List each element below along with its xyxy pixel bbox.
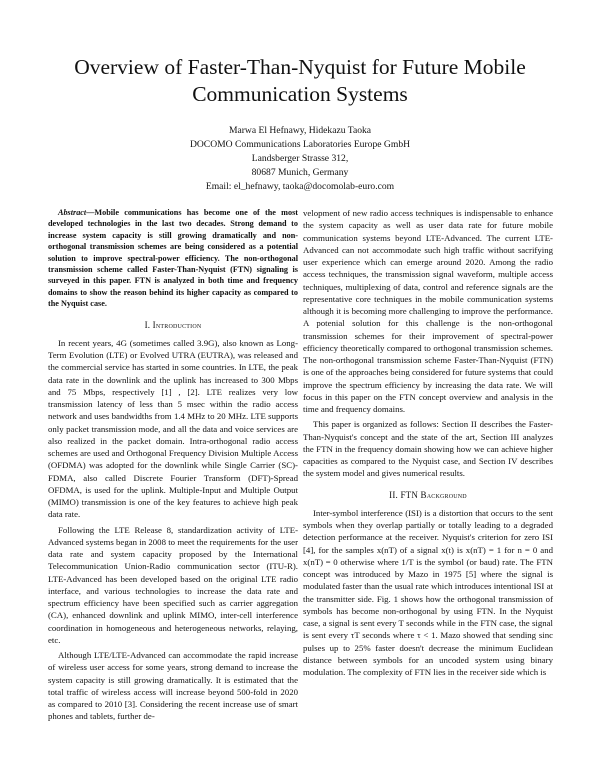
paragraph: Although LTE/LTE-Advanced can accommodate the rapid increase of wireless user access for some years, strong demand to increase the system capacity is still growing dramatically. It is estimated that the total traffic of wireless access will increase beyond 500-fold in 2020 as compared to 2010 [3]. Considering the recent increase use of smart phones and tablets, further de- <box>48 650 298 722</box>
paragraph: Inter-symbol interference (ISI) is a distortion that occurs to the sent symbols when they overlap partially or totally leading to a degraded detection performance at the receiver. Nyquist's criterion for zero ISI [4], for the samples x(nT) of a signal x(t) is x(nT) = 1 for n = 0 and x(nT) = 0 otherwise where 1/T is the symbol (or baud) rate. The FTN concept was introduced by Mazo in 1975 [5] where the signal is modulated faster than the usual rate which introduces intentional ISI at the transmitter side. Fig. 1 shows how the orthogonal transmission of symbols has become non-orthogonal by using FTN. In the Nyquist case, a signal is sent every T seconds while in the FTN case, the signal is sent every τT seconds where τ < 1. Mazo showed that sending sinc pulses up to 25% faster doesn't decrease the minimum Euclidean distance between symbols for an uncoded system using binary modulation. The complexity of FTN lies in the receiver side which is <box>303 507 553 677</box>
abstract-text: —Mobile communications has become one of the most developed technologies in the last two decades. Strong demand to increase system capacity is still growing dramatically and non-orthogonal transmission schemes are being considered as a potential solution to improve spectral-power efficiency. The non-orthogonal transmission scheme called Faster-Than-Nyquist (FTN) signaling is surveyed in this paper. FTN is analyzed in both time and frequency domains to show the reason behind its higher capacity as compared to the Nyquist case. <box>48 208 298 309</box>
city-address: 80687 Munich, Germany <box>251 167 349 178</box>
section-heading-introduction: I. Introduction <box>144 319 202 330</box>
author-names: Marwa El Hefnawy, Hidekazu Taoka <box>228 125 372 136</box>
abstract-label: Abstract <box>58 208 87 217</box>
left-column <box>48 207 298 723</box>
email: Email: el_hefnawy, taoka@docomolab-euro.com <box>205 181 395 192</box>
paper-title: Overview of Faster-Than-Nyquist for Future Mobile Communication Systems <box>74 55 526 106</box>
abstract <box>48 207 298 310</box>
street-address: Landsberger Strasse 312, <box>251 153 349 164</box>
author-block <box>100 124 500 194</box>
paragraph: Following the LTE Release 8, standardization activity of LTE-Advanced systems began in 2008 to meet the requirements for the user data rate and system capacity proposed by the International Telecommunication Union-Radio communication sector (ITU-R). LTE-Advanced has been developed based on the original LTE radio interface, and various technologies to increase the data rate and spectrum efficiency have been specified such as carrier aggregation (CA), enhanced downlink and uplink MIMO, inter-cell interference coordination in homogeneous and heterogeneous networks, relaying, etc. <box>48 524 298 645</box>
paragraph: In recent years, 4G (sometimes called 3.9G), also known as Long-Term Evolution (LTE) or Evolved UTRA (EUTRA), was released and the commercial service has started in some countries. In LTE, the peak data rate in the downlink and the uplink has increased to 300 Mbps and 75 Mbps, respectively [1] , [2]. LTE realizes very low transmission latency of less than 5 msec within the radio access network and uses bandwidths from 1.4 MHz to 20 MHz. LTE supports only packet transmission mode, and all the data and voice services are also realized in the packet domain. Intra-orthogonal radio access schemes are used and Orthogonal Frequency Division Multiple Access (OFDMA) was adopted for the downlink while Single Carrier (SC)-FDMA, also called Discrete Fourier Transform (DFT)-Spread OFDMA, is used for the uplink. Multiple-Input and Multiple Output (MIMO) transmission is one of the key features to achieve high peak data rate. <box>48 337 298 520</box>
right-column <box>303 207 553 678</box>
paragraph: This paper is organized as follows: Section II describes the Faster-Than-Nyquist's concept and the state of the art, Section III analyzes the FTN in the frequency domain showing how we can achieve higher capacities as compared to the Nyquist case, and Section IV describes the system model and gives numerical results. <box>303 419 553 479</box>
affiliation: DOCOMO Communications Laboratories Europe GmbH <box>189 139 411 150</box>
paragraph: velopment of new radio access techniques is indispensable to enhance the system capacity as well as user data rate for future mobile communication systems beyond LTE-Advanced. The current LTE-Advanced can not accommodate such high traffic without sacrifying user experience which can emerge around 2020. Among the radio access techniques, the transmission signal waveform, multiple access techniques, multiplexing of data, control and reference signals are the representative core techniques in the mobile communication systems although it is becoming more challenging to improve the performance. A potenial solution for this challenge is the non-orthogonal transmission schemes for their improvement of spectral-power efficiency theoretically compared to orthogonal transmission schemes. The non-orthogonal transmission scheme Faster-Than-Nyquist (FTN) is one of the approaches being considered for future systems that could improve the spectrum efficiency by increasing the data rate. We will focus in this paper on the FTN concept overview and analysis in the time and frequency domains. <box>303 208 553 414</box>
section-heading-background: II. FTN Background <box>389 489 467 500</box>
